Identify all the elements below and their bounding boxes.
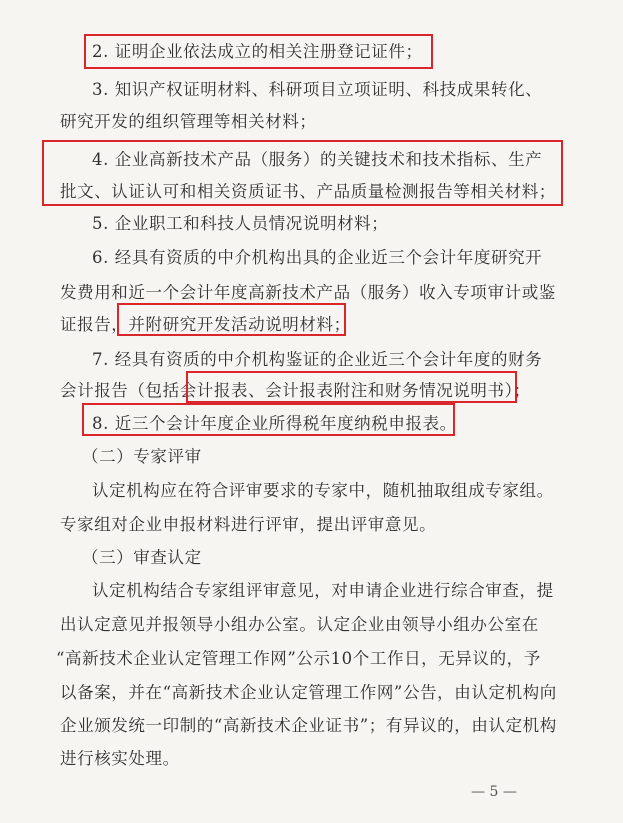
page-number: — 5 — xyxy=(471,784,517,800)
review-approval-line-4: 以备案，并在“高新技术企业认定管理工作网”公告，由认定机构向 xyxy=(60,683,557,702)
item-4-line-2: 批文、认证认可和相关资质证书、产品质量检测报告等相关材料； xyxy=(60,182,556,201)
item-6-line-2: 发费用和近一个会计年度高新技术产品（服务）收入专项审计或鉴 xyxy=(60,283,556,302)
item-3-line-2: 研究开发的组织管理等相关材料； xyxy=(60,112,317,131)
review-approval-line-6: 进行核实处理。 xyxy=(60,749,180,768)
item-8-line: 8. 近三个会计年度企业所得税年度纳税申报表。 xyxy=(92,414,457,433)
expert-review-line-1: 认定机构应在符合评审要求的专家中，随机抽取组成专家组。 xyxy=(92,481,554,500)
review-approval-line-3: “高新技术企业认定管理工作网”公示10个工作日，无异议的，予 xyxy=(56,649,541,668)
review-approval-line-2: 出认定意见并报领导小组办公室。认定企业由领导小组办公室在 xyxy=(60,615,539,634)
review-approval-line-1: 认定机构结合专家组评审意见，对申请企业进行综合审查，提 xyxy=(92,581,554,600)
expert-review-line-2: 专家组对企业申报材料进行评审，提出评审意见。 xyxy=(60,515,437,534)
item-5-line: 5. 企业职工和科技人员情况说明材料； xyxy=(92,214,389,233)
item-7-line-2: 会计报告（包括会计报表、会计报表附注和财务情况说明书）； xyxy=(60,381,531,400)
item-6-line-1: 6. 经具有资质的中介机构出具的企业近三个会计年度研究开 xyxy=(92,248,543,267)
item-4-line-1: 4. 企业高新技术产品（服务）的关键技术和技术指标、生产 xyxy=(92,150,543,169)
section-expert-review-heading: （二）专家评审 xyxy=(82,447,202,466)
item-6-line-3: 证报告，并附研究开发活动说明材料； xyxy=(60,315,351,334)
section-review-approval-heading: （三）审查认定 xyxy=(82,548,202,567)
item-7-line-1: 7. 经具有资质的中介机构鉴证的企业近三个会计年度的财务 xyxy=(92,350,543,369)
review-approval-line-5: 企业颁发统一印制的“高新技术企业证书”；有异议的，由认定机构 xyxy=(60,716,557,735)
item-2-line: 2. 证明企业依法成立的相关注册登记证件； xyxy=(92,42,423,61)
item-3-line-1: 3. 知识产权证明材料、科研项目立项证明、科技成果转化、 xyxy=(92,80,543,99)
